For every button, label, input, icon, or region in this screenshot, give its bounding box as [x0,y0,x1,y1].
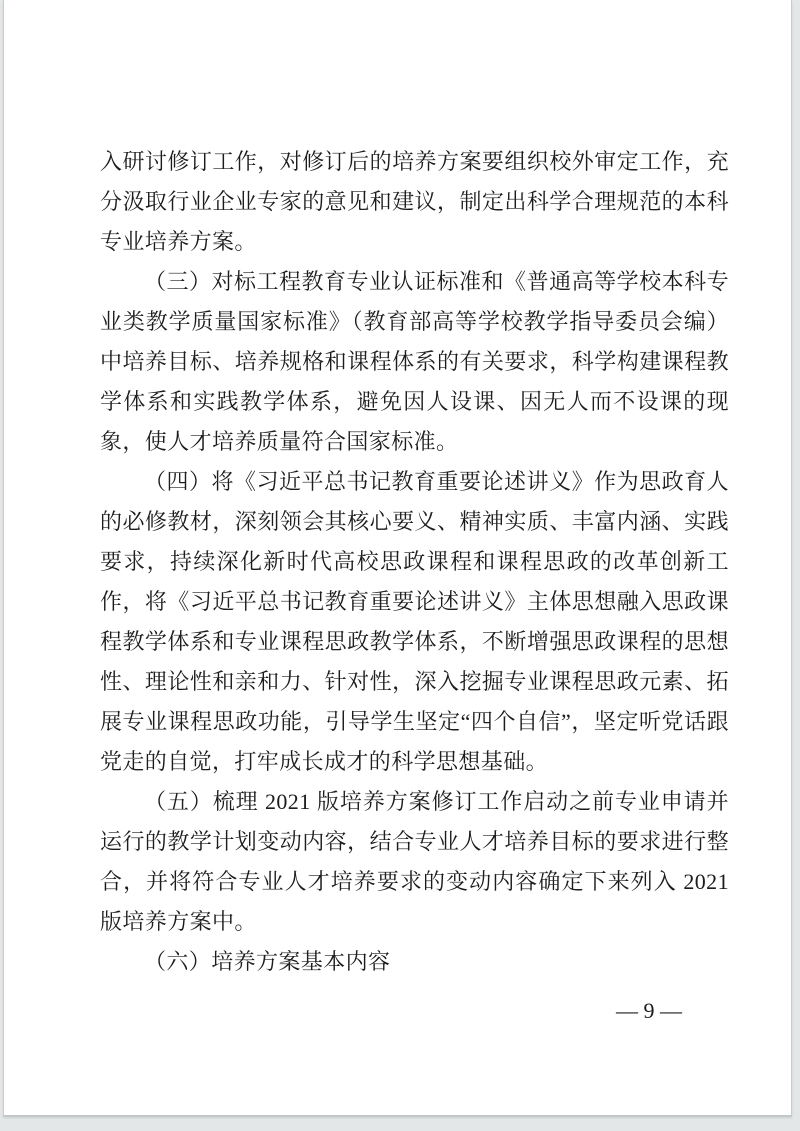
page-number: — 9 — [616,998,682,1023]
page-gap [0,1119,800,1131]
paragraph-continuation: 入研讨修订工作，对修订后的培养方案要组织校外审定工作，充分汲取行业企业专家的意见和建议，制定出科学合理规范的本科专业培养方案。 [100,149,729,254]
page-text-block [100,142,729,982]
paragraph-section-6: （六）培养方案基本内容 [144,949,391,974]
paragraph-section-3: （三）对标工程教育专业认证标准和《普通高等学校本科专业类教学质量国家标准》（教育部高等学校教学指导委员会编）中培养目标、培养规格和课程体系的有关要求，科学构建课程教学体系和实践教学体系，避免因人设课、因无人而不设课的现象，使人才培养质量符合国家标准。 [100,269,729,454]
paragraph-section-5: （五）梳理 2021 版培养方案修订工作启动之前专业申请并运行的教学计划变动内容，结合专业人才培养目标的要求进行整合，并将符合专业人才培养要求的变动内容确定下来列入 2021 版培养方案中。 [100,789,729,934]
document-page [3,0,792,1117]
paragraph-section-4: （四）将《习近平总书记教育重要论述讲义》作为思政育人的必修教材，深刻领会其核心要义、精神实质、丰富内涵、实践要求，持续深化新时代高校思政课程和课程思政的改革创新工作，将《习近平总书记教育重要论述讲义》主体思想融入思政课程教学体系和专业课程思政教学体系，不断增强思政课程的思想性、理论性和亲和力、针对性，深入挖掘专业课程思政元素、拓展专业课程思政功能，引导学生坚定“四个自信”，坚定听党话跟党走的自觉，打牢成长成才的科学思想基础。 [100,469,729,774]
